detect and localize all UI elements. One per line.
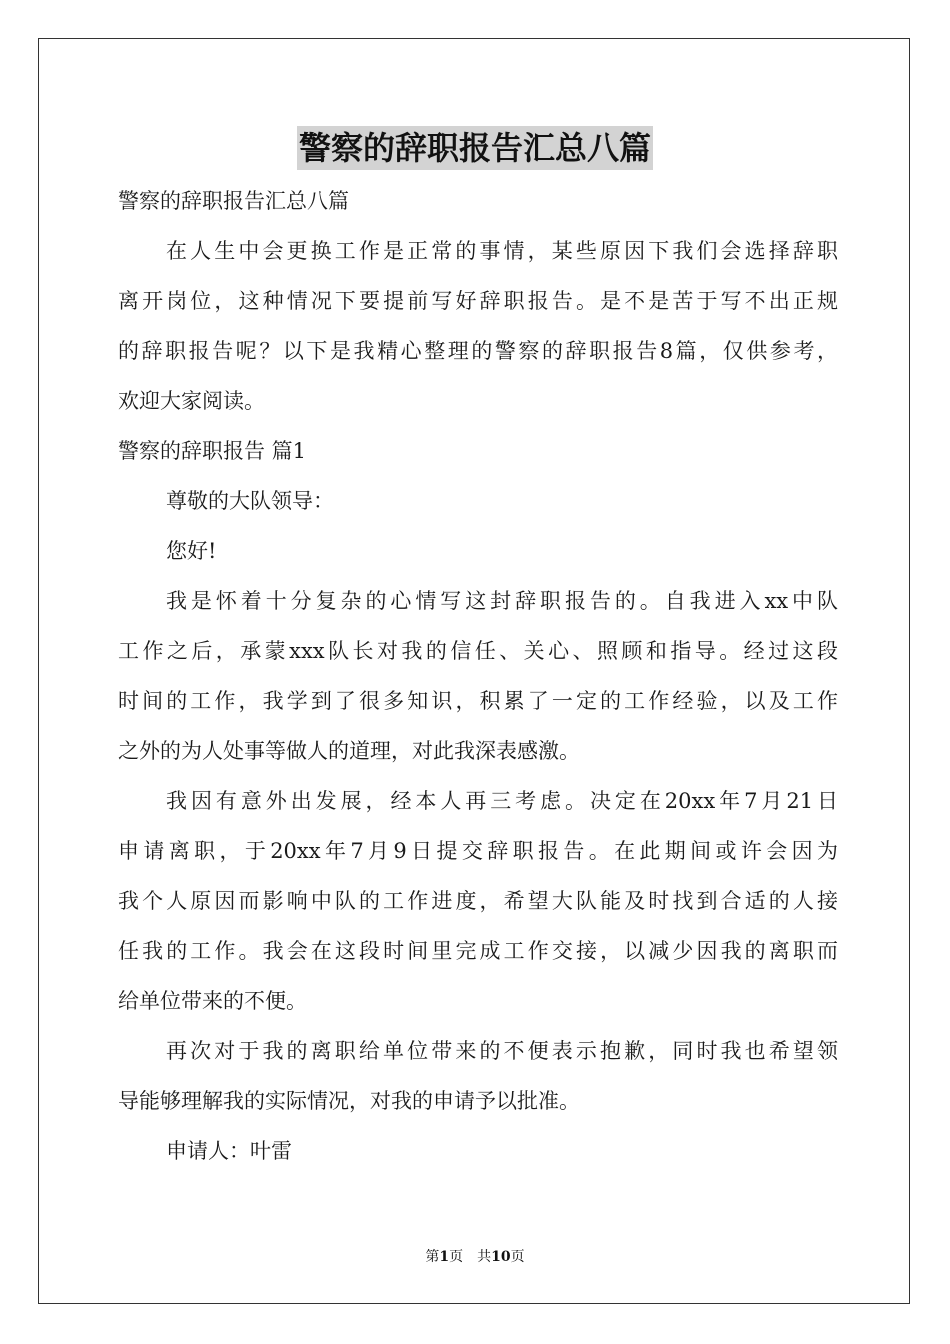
paragraph-line: 时间的工作，我学到了很多知识，积累了一定的工作经验，以及工作: [118, 689, 838, 713]
paragraph-line: 我因有意外出发展，经本人再三考虑。决定在20xx年7月21日: [166, 789, 838, 813]
paragraph-line: 的辞职报告呢？以下是我精心整理的警察的辞职报告8篇，仅供参考，: [118, 339, 838, 363]
paragraph-line: 再次对于我的离职给单位带来的不便表示抱歉，同时我也希望领: [166, 1039, 838, 1063]
paragraph-line: 离开岗位，这种情况下要提前写好辞职报告。是不是苦于写不出正规: [118, 289, 838, 313]
page-footer: [0, 1246, 950, 1266]
page-label-prefix: 第: [425, 1249, 440, 1265]
section-heading: 警察的辞职报告 篇1: [118, 439, 307, 463]
signature-line: 申请人：叶雷: [166, 1139, 292, 1163]
paragraph-line: 欢迎大家阅读。: [118, 389, 265, 413]
paragraph-line: 之外的为人处事等做人的道理，对此我深表感激。: [118, 739, 580, 763]
paragraph-line: 我个人原因而影响中队的工作进度，希望大队能及时找到合适的人接: [118, 889, 838, 913]
paragraph-line: 我是怀着十分复杂的心情写这封辞职报告的。自我进入xx中队: [166, 589, 838, 613]
document-title: 警察的辞职报告汇总八篇: [297, 126, 653, 170]
paragraph-line: 申请离职，于20xx年7月9日提交辞职报告。在此期间或许会因为: [118, 839, 838, 863]
subtitle-line: 警察的辞职报告汇总八篇: [118, 189, 349, 213]
paragraph-line: 任我的工作。我会在这段时间里完成工作交接，以减少因我的离职而: [118, 939, 838, 963]
page-current: 1: [439, 1249, 450, 1265]
page-total: 10: [491, 1249, 511, 1265]
salutation-line: 尊敬的大队领导：: [166, 489, 334, 513]
paragraph-line: 导能够理解我的实际情况，对我的申请予以批准。: [118, 1089, 580, 1113]
paragraph-line: 工作之后，承蒙xxx队长对我的信任、关心、照顾和指导。经过这段: [118, 639, 838, 663]
greeting-line: 您好!: [166, 539, 217, 563]
paragraph-line: 在人生中会更换工作是正常的事情，某些原因下我们会选择辞职: [166, 239, 838, 263]
title-container: [0, 126, 950, 170]
paragraph-line: 给单位带来的不便。: [118, 989, 307, 1013]
page-label-mid: 页 共: [449, 1249, 492, 1265]
document-body: [118, 176, 838, 1176]
page-label-suffix: 页: [510, 1249, 525, 1265]
